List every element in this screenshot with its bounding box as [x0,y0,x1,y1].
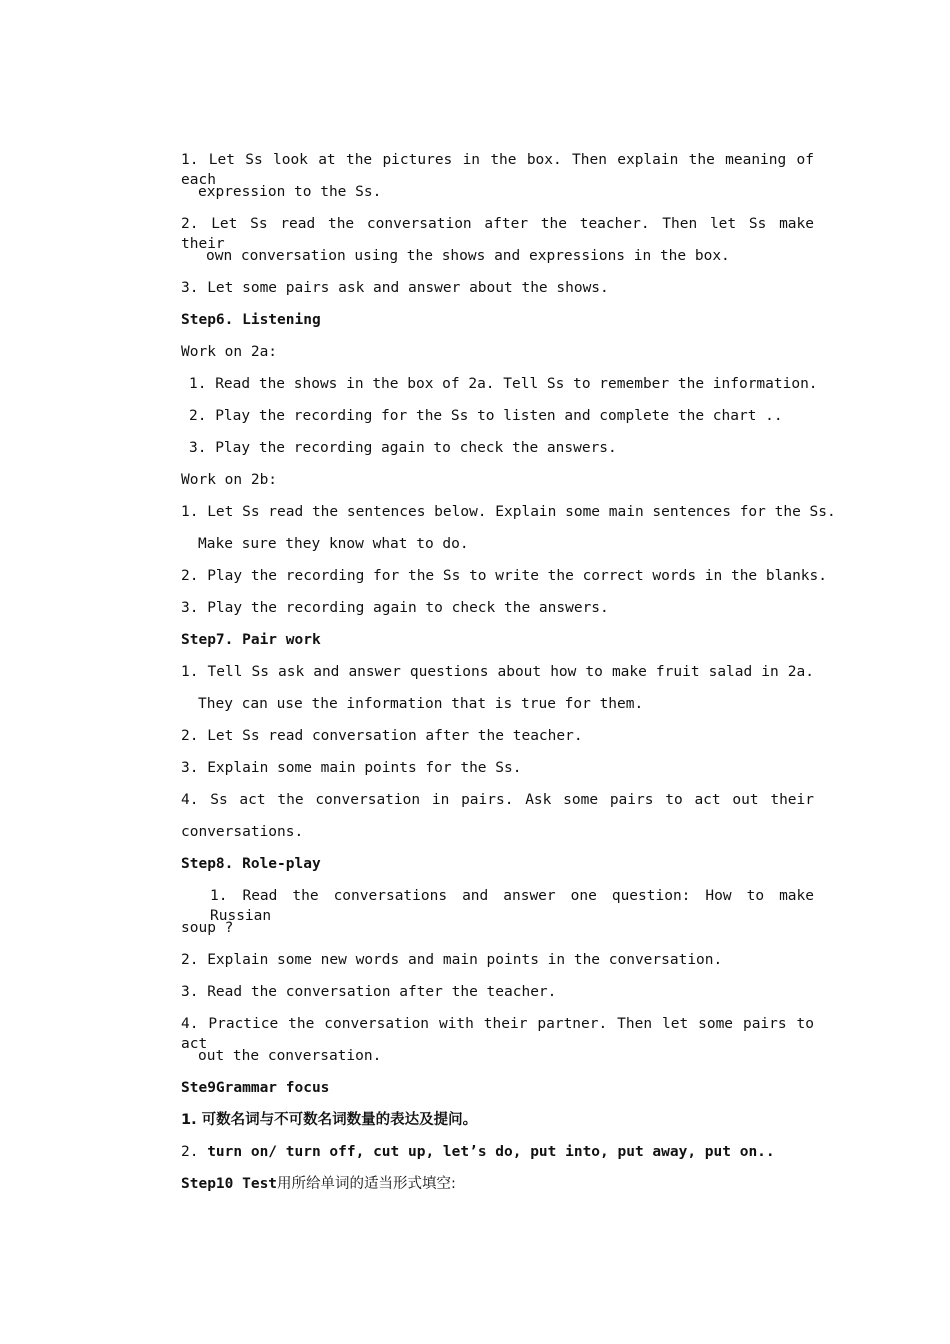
step9-grammar-item-2-text: turn on/ turn off, cut up, let’s do, put into, put away, put on.. [207,1144,775,1160]
step6-2a-item-1: 1. Read the shows in the box of 2a. Tell Ss to remember the information. [189,376,818,392]
step8-item-4-line-1: 4. Practice the conversation with their partner. Then let some pairs to act [181,1016,814,1052]
step8-heading: Step8. Role-play [181,856,321,872]
step8-item-1-line-1: 1. Read the conversations and answer one question: How to make Russian [210,888,814,924]
step7-item-1-line-1: 1. Tell Ss ask and answer questions about how to make fruit salad in 2a. [181,664,814,680]
step7-item-4-line-2: conversations. [181,824,304,840]
step10-line [181,1174,814,1194]
step10-instruction: 用所给单词的适当形式填空: [277,1176,456,1192]
step6-work-2b: Work on 2b: [181,472,278,488]
step8-item-1-line-2: soup ? [181,920,234,936]
step6-2a-item-2: 2. Play the recording for the Ss to listen and complete the chart .. [189,408,783,424]
step5-item-1-line-2: expression to the Ss. [198,184,382,200]
step6-2b-item-1-line-2: Make sure they know what to do. [198,536,469,552]
step9-grammar-item-2-number: 2. [181,1144,199,1160]
step6-2b-item-3: 3. Play the recording again to check the answers. [181,600,609,616]
step5-item-2-line-2: own conversation using the shows and expressions in the box. [206,248,730,264]
step9-heading: Ste9Grammar focus [181,1080,330,1096]
step5-item-3: 3. Let some pairs ask and answer about the shows. [181,280,609,296]
step5-item-1-line-1: 1. Let Ss look at the pictures in the box. Then explain the meaning of each [181,152,814,188]
step5-item-2-line-1: 2. Let Ss read the conversation after the teacher. Then let Ss make their [181,216,814,252]
step8-item-2: 2. Explain some new words and main points in the conversation. [181,952,723,968]
step6-2a-item-3: 3. Play the recording again to check the answers. [189,440,617,456]
step7-heading: Step7. Pair work [181,632,321,648]
step7-item-4-line-1: 4. Ss act the conversation in pairs. Ask some pairs to act out their [181,792,814,808]
step6-2b-item-1-line-1: 1. Let Ss read the sentences below. Explain some main sentences for the Ss. [181,504,836,520]
step9-grammar-item-1: 1. 可数名词与不可数名词数量的表达及提问。 [181,1112,478,1128]
step7-item-1-line-2: They can use the information that is true for them. [198,696,644,712]
step7-item-3: 3. Explain some main points for the Ss. [181,760,522,776]
step7-item-2: 2. Let Ss read conversation after the teacher. [181,728,583,744]
step10-heading: Step10 Test [181,1176,278,1192]
step8-item-3: 3. Read the conversation after the teacher. [181,984,557,1000]
step6-2b-item-2: 2. Play the recording for the Ss to write the correct words in the blanks. [181,568,828,584]
step9-grammar-item-2 [181,1142,814,1162]
step8-item-4-line-2: out the conversation. [198,1048,382,1064]
step6-heading: Step6. Listening [181,312,321,328]
step6-work-2a: Work on 2a: [181,344,278,360]
